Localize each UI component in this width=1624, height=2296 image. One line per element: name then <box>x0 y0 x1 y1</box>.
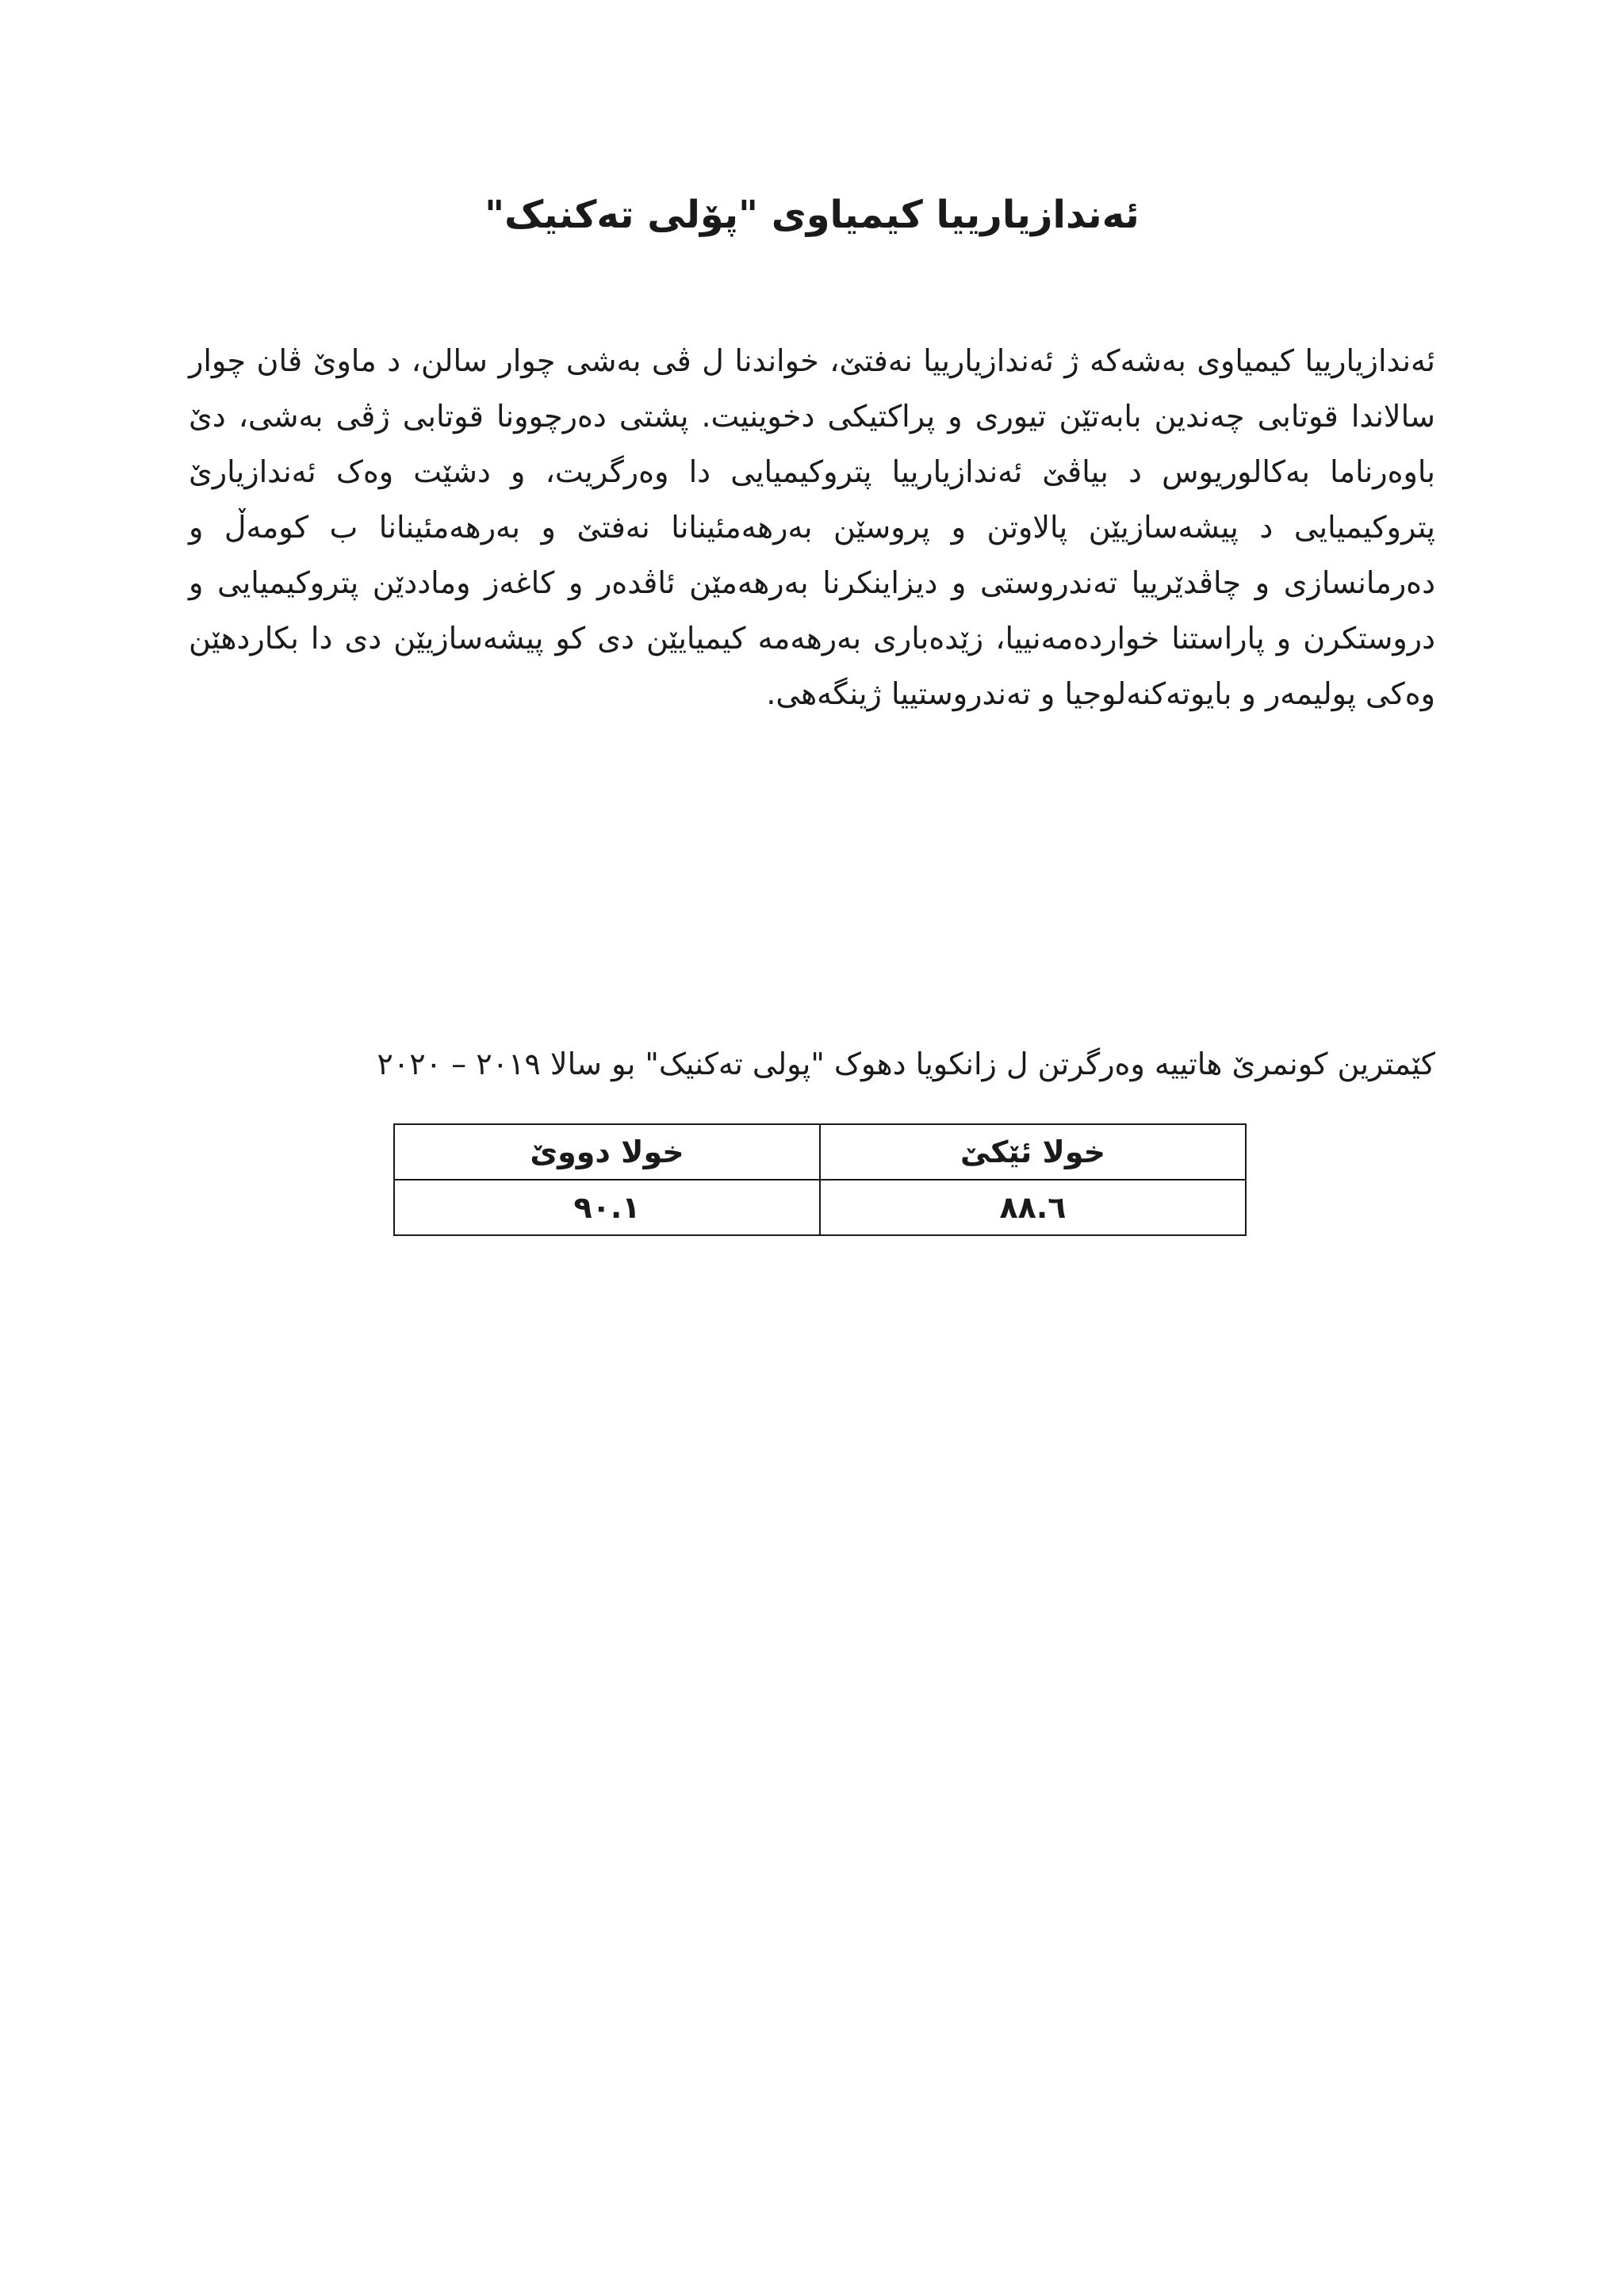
department-description: ئەندازیارییا کیمیاوی بەشەکە ژ ئەندازیارییا نەفتێ، خواندنا ل ڤی بەشی چوار سالن، د ماوێ ڤان چوار سالاندا قوتابی چەندین بابەتێن تیوری و پراکتیکی دخوینیت. پشتی دەرچوونا قوتابی ژڤی بەشی، دێ باوەرناما بەکالوریوس د بیاڤێ ئەندازیارییا پتروکیمیایی دا وەرگریت، و دشێت وەک ئەندازیارێ پتروکیمیایی د پیشەسازیێن پالاوتن و پروسێن بەرهەمئینانا نەفتێ و بەرهەمئینانا ب کومەڵ و دەرمانسازی و چاڤدێرییا تەندروستی و دیزاینکرنا بەرهەمێن ئاڤدەر و کاغەز وماددێن پتروکیمیایی و دروستکرن و پاراستنا خواردەمەنییا، زێدەباری بەرهەمە کیمیایێن دی کو پیشەسازیێن دی دا بکاردهێن وەکی پولیمەر و بایوتەکنەلوجیا و تەندروستییا ژینگەهی. <box>189 343 1435 711</box>
header-second-round: خولا دووێ <box>394 1124 820 1180</box>
table-header-row <box>394 1124 1246 1180</box>
page-title: ئەندازیارییا کیمیاوی "پۆلی تەکنیک" <box>485 193 1139 237</box>
minimum-score-table <box>393 1123 1247 1236</box>
header-first-round: خولا ئێکێ <box>820 1124 1246 1180</box>
table-caption: کێمترین کونمرێ هاتییە وەرگرتن ل زانکویا دهوک "پولی تەکنیک" بو سالا ٢٠١٩ – ٢٠٢٠ <box>377 1047 1435 1081</box>
table-row <box>394 1180 1246 1235</box>
score-first-round: ٨٨.٦ <box>820 1180 1246 1235</box>
score-second-round: ٩٠.١ <box>394 1180 820 1235</box>
